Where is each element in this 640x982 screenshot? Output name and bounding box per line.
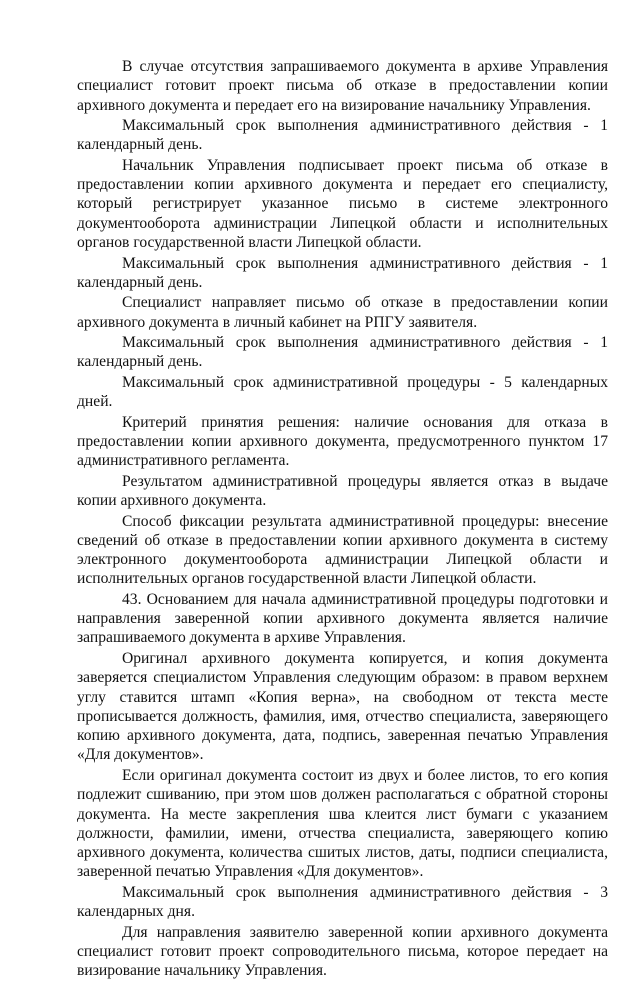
document-page bbox=[77, 57, 608, 982]
paragraph-head-signs-refusal: Начальник Управления подписывает проект письма об отказе в предоставлении копии архивного документа и передает его специалисту, который регистрирует указанное письмо в системе электронного документооборота администрации Липецкой области и исполнительных органов государственной власти Липецкой области. bbox=[77, 156, 608, 252]
paragraph-item-43: 43. Основанием для начала административной процедуры подготовки и направления заверенной копии архивного документа является наличие запрашиваемого документа в архиве Управления. bbox=[77, 590, 608, 647]
paragraph-no-document-in-archive: В случае отсутствия запрашиваемого документа в архиве Управления специалист готовит проект письма об отказе в предоставлении копии архивного документа и передает его на визирование начальнику Управления. bbox=[77, 58, 608, 114]
paragraph-specialist-sends-refusal: Специалист направляет письмо об отказе в предоставлении копии архивного документа в личный кабинет на РПГУ заявителя. bbox=[77, 294, 608, 331]
paragraph-max-term-1: Максимальный срок выполнения административного действия - 1 календарный день. bbox=[77, 117, 608, 154]
paragraph-procedure-result: Результатом административной процедуры является отказ в выдаче копии архивного документа. bbox=[77, 472, 608, 510]
paragraph-decision-criterion: Критерий принятия решения: наличие основания для отказа в предоставлении копии архивного документа, предусмотренного пунктом 17 административного регламента. bbox=[77, 413, 608, 470]
paragraph-multi-sheet-copy: Если оригинал документа состоит из двух и более листов, то его копия подлежит сшиванию, при этом шов должен располагаться с обратной стороны документа. На месте закрепления шва клеится лист бумаги с указанием должности, фамилии, имени, отчества специалиста, заверяющего копию архивного документа, количества сшитых листов, даты, подписи специалиста, заверенной печатью Управления «Для документов». bbox=[77, 766, 608, 881]
paragraph-max-term-4: Максимальный срок выполнения административного действия - 3 календарных дня. bbox=[77, 883, 608, 921]
paragraph-max-procedure-term: Максимальный срок административной процедуры - 5 календарных дней. bbox=[77, 373, 608, 411]
paragraph-copy-certification: Оригинал архивного документа копируется, и копия документа заверяется специалистом Управления следующим образом: в правом верхнем углу ставится штамп «Копия верна», на свободном от текста месте прописывается должность, фамилия, имя, отчество специалиста, заверяющего копию архивного документа, дата, подпись, заверенная печатью Управления «Для документов». bbox=[77, 649, 608, 764]
paragraph-max-term-2: Максимальный срок выполнения административного действия - 1 календарный день. bbox=[77, 254, 608, 291]
paragraph-max-term-3: Максимальный срок выполнения административного действия - 1 календарный день. bbox=[77, 334, 608, 371]
paragraph-result-recording: Способ фиксации результата административной процедуры: внесение сведений об отказе в предоставлении копии архивного документа в систему электронного документооборота администрации Липецкой области и исполнительных органов государственной власти Липецкой области. bbox=[77, 512, 608, 588]
paragraph-cover-letter: Для направления заявителю заверенной копии архивного документа специалист готовит проект сопроводительного письма, которое передает на визирование начальнику Управления. bbox=[77, 923, 608, 980]
